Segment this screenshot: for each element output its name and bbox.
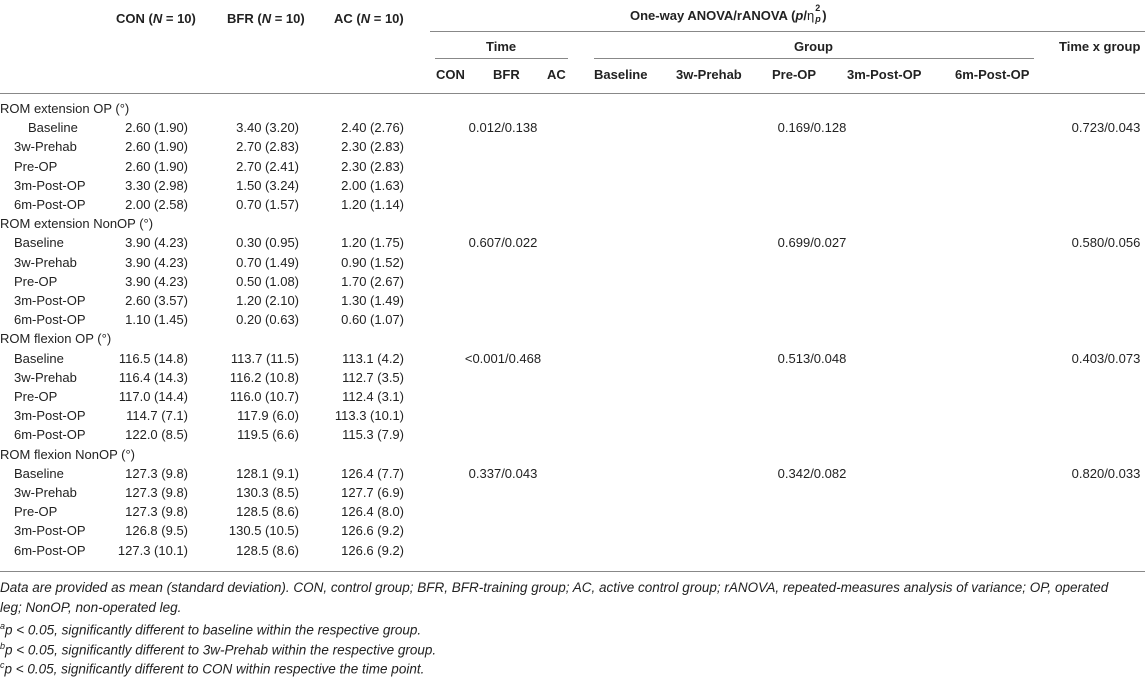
section-title: ROM flexion NonOP (°) xyxy=(0,446,135,462)
cell-ac: 2.30 (2.83) xyxy=(341,158,404,174)
header-con-label: CON xyxy=(116,11,145,26)
cell-bfr: 119.5 (6.6) xyxy=(237,427,299,443)
cell-bfr: 116.0 (10.7) xyxy=(229,389,299,404)
subheader-ac: AC xyxy=(547,67,566,82)
footnote-line-2: leg; NonOP, non-operated leg. xyxy=(0,600,182,615)
header-con-n: N xyxy=(152,11,163,26)
anova-p: p xyxy=(795,8,804,23)
row-label: Pre-OP xyxy=(14,504,58,520)
header-con xyxy=(116,11,196,26)
cell-bfr: 128.5 (8.6) xyxy=(236,542,299,558)
anova-eta-sub: p xyxy=(815,14,821,24)
footnote-c xyxy=(0,660,424,677)
cell-time-p: <0.001/0.468 xyxy=(464,350,542,366)
cell-con: 2.00 (2.58) xyxy=(125,197,188,212)
row-label: Baseline xyxy=(14,350,64,366)
cell-bfr: 0.70 (1.57) xyxy=(236,197,299,212)
cell-time-p: 0.607/0.022 xyxy=(468,235,538,251)
row-label: Baseline xyxy=(14,465,64,481)
cell-con: 3.90 (4.23) xyxy=(125,273,188,289)
header-ac-label: AC xyxy=(334,11,353,26)
row-label: Pre-OP xyxy=(14,389,58,404)
subheader-post6: 6m-Post-OP xyxy=(955,67,1030,82)
cell-con: 127.3 (10.1) xyxy=(117,542,188,558)
header-bfr-nvalue: = 10) xyxy=(271,11,305,26)
footnote-b xyxy=(0,641,436,658)
footnote-c-text: p < 0.05, significantly different to CON within respective the time point. xyxy=(4,661,425,677)
footnote-a xyxy=(0,621,421,638)
row-label: Baseline xyxy=(28,120,78,136)
row-label: Pre-OP xyxy=(14,273,58,289)
anova-sep: / xyxy=(803,8,807,23)
cell-ac: 127.7 (6.9) xyxy=(341,485,404,500)
cell-ac: 2.00 (1.63) xyxy=(341,177,404,193)
header-bfr-n: N xyxy=(261,11,272,26)
row-label: 3w-Prehab xyxy=(14,485,77,500)
footnote-c-sup: c xyxy=(0,660,5,670)
footnote-a-text: p < 0.05, significantly different to baseline within the respective group. xyxy=(5,622,422,638)
subheader-prehab: 3w-Prehab xyxy=(676,67,742,82)
subheader-preop: Pre-OP xyxy=(772,67,817,82)
row-label: Pre-OP xyxy=(14,158,58,174)
anova-eta-sup: 2 xyxy=(815,3,821,13)
header-con-nprefix: ( xyxy=(148,11,153,26)
cell-group-p: 0.342/0.082 xyxy=(777,465,847,481)
cell-bfr: 2.70 (2.83) xyxy=(236,139,299,155)
cell-time-p: 0.337/0.043 xyxy=(468,465,538,481)
header-time-x-group: Time x group xyxy=(1059,39,1141,54)
cell-ac: 1.30 (1.49) xyxy=(341,293,404,308)
cell-con: 127.3 (9.8) xyxy=(125,504,188,520)
header-bfr-label: BFR xyxy=(227,11,254,26)
cell-bfr: 0.30 (0.95) xyxy=(236,235,299,251)
group-rule xyxy=(594,58,1034,59)
cell-bfr: 130.5 (10.5) xyxy=(228,523,299,539)
cell-ac: 2.40 (2.76) xyxy=(341,120,404,136)
cell-con: 3.90 (4.23) xyxy=(125,235,188,251)
cell-con: 3.30 (2.98) xyxy=(125,177,188,193)
cell-con: 114.7 (7.1) xyxy=(126,408,188,424)
cell-con: 3.90 (4.23) xyxy=(125,254,188,270)
row-label: 3w-Prehab xyxy=(14,139,77,155)
row-label: 3m-Post-OP xyxy=(14,408,86,424)
cell-ac: 0.60 (1.07) xyxy=(341,312,404,328)
cell-ac: 126.4 (7.7) xyxy=(341,465,404,481)
cell-con: 116.4 (14.3) xyxy=(118,369,188,385)
cell-ac: 113.1 (4.2) xyxy=(342,350,404,366)
footnote-line-1: Data are provided as mean (standard deviation). CON, control group; BFR, BFR-training group; AC, active control group; rANOVA, repeated-measures analysis of variance; OP, operated xyxy=(0,580,1109,595)
row-label: 3m-Post-OP xyxy=(14,293,86,308)
subheader-post3: 3m-Post-OP xyxy=(847,67,922,82)
cell-con: 2.60 (1.90) xyxy=(125,158,188,174)
cell-bfr: 117.9 (6.0) xyxy=(237,408,299,424)
row-label: 6m-Post-OP xyxy=(14,542,86,558)
cell-con: 117.0 (14.4) xyxy=(118,389,188,404)
cell-bfr: 128.1 (9.1) xyxy=(236,465,299,481)
subheader-con: CON xyxy=(436,67,465,82)
cell-ac: 1.70 (2.67) xyxy=(341,273,404,289)
time-rule xyxy=(435,58,568,59)
cell-time-p: 0.012/0.138 xyxy=(468,120,538,136)
cell-bfr: 3.40 (3.20) xyxy=(236,120,299,136)
cell-time-x-group-p: 0.580/0.056 xyxy=(1071,235,1141,251)
cell-con: 2.60 (1.90) xyxy=(125,139,188,155)
cell-bfr: 116.2 (10.8) xyxy=(229,369,299,385)
cell-bfr: 128.5 (8.6) xyxy=(236,504,299,520)
cell-con: 116.5 (14.8) xyxy=(118,350,188,366)
table-bottom-rule xyxy=(0,571,1145,572)
header-bottom-rule xyxy=(0,93,1145,94)
cell-ac: 126.6 (9.2) xyxy=(341,523,404,539)
header-ac xyxy=(334,11,404,26)
header-time: Time xyxy=(486,39,517,54)
cell-time-x-group-p: 0.403/0.073 xyxy=(1071,350,1141,366)
cell-bfr: 113.7 (11.5) xyxy=(230,350,299,366)
row-label: 3w-Prehab xyxy=(14,369,77,385)
anova-rule xyxy=(430,31,1145,32)
cell-group-p: 0.169/0.128 xyxy=(777,120,847,136)
header-ac-n: N xyxy=(360,11,371,26)
footnote-b-sup: b xyxy=(0,641,6,651)
cell-time-x-group-p: 0.820/0.033 xyxy=(1071,465,1141,481)
anova-eta: η xyxy=(807,8,815,23)
cell-ac: 1.20 (1.75) xyxy=(341,235,404,251)
cell-con: 2.60 (1.90) xyxy=(125,120,188,136)
cell-group-p: 0.513/0.048 xyxy=(777,350,847,366)
row-label: 6m-Post-OP xyxy=(14,427,86,443)
cell-bfr: 130.3 (8.5) xyxy=(236,485,299,500)
row-label: 6m-Post-OP xyxy=(14,312,86,328)
cell-ac: 2.30 (2.83) xyxy=(341,139,404,155)
cell-ac: 1.20 (1.14) xyxy=(341,197,404,212)
anova-close: ) xyxy=(822,8,827,23)
header-ac-nprefix: ( xyxy=(356,11,361,26)
cell-ac: 112.7 (3.5) xyxy=(342,369,404,385)
cell-con: 2.60 (3.57) xyxy=(125,293,188,308)
row-label: 3w-Prehab xyxy=(14,254,77,270)
cell-ac: 115.3 (7.9) xyxy=(342,427,404,443)
section-title: ROM extension OP (°) xyxy=(0,101,130,116)
header-bfr xyxy=(227,11,305,26)
subheader-bfr: BFR xyxy=(493,67,520,82)
row-label: 6m-Post-OP xyxy=(14,197,86,212)
cell-con: 127.3 (9.8) xyxy=(125,485,188,500)
cell-con: 122.0 (8.5) xyxy=(125,427,188,443)
footnote-b-text: p < 0.05, significantly different to 3w-Prehab within the respective group. xyxy=(5,642,437,658)
cell-ac: 0.90 (1.52) xyxy=(341,254,404,270)
section-title: ROM flexion OP (°) xyxy=(0,331,112,347)
cell-bfr: 0.50 (1.08) xyxy=(236,273,299,289)
cell-ac: 126.4 (8.0) xyxy=(341,504,404,520)
footnote-a-sup: a xyxy=(0,621,6,631)
header-bfr-nprefix: ( xyxy=(257,11,262,26)
cell-time-x-group-p: 0.723/0.043 xyxy=(1071,120,1141,136)
cell-con: 126.8 (9.5) xyxy=(125,523,188,539)
cell-bfr: 0.20 (0.63) xyxy=(236,312,299,328)
cell-group-p: 0.699/0.027 xyxy=(777,235,847,251)
row-label: Baseline xyxy=(14,235,64,251)
cell-bfr: 0.70 (1.49) xyxy=(236,254,299,270)
anova-eta-scripts xyxy=(814,3,822,24)
row-label: 3m-Post-OP xyxy=(14,177,86,193)
section-title: ROM extension NonOP (°) xyxy=(0,216,154,232)
header-con-nvalue: = 10) xyxy=(162,11,196,26)
anova-title: One-way ANOVA/rANOVA ( xyxy=(630,8,796,23)
cell-bfr: 1.20 (2.10) xyxy=(236,293,299,308)
subheader-baseline: Baseline xyxy=(594,67,648,82)
row-label: 3m-Post-OP xyxy=(14,523,86,539)
cell-ac: 112.4 (3.1) xyxy=(342,389,404,404)
cell-ac: 113.3 (10.1) xyxy=(334,408,404,424)
cell-con: 127.3 (9.8) xyxy=(125,465,188,481)
cell-con: 1.10 (1.45) xyxy=(125,312,188,328)
header-anova xyxy=(630,3,827,24)
cell-ac: 126.6 (9.2) xyxy=(341,542,404,558)
cell-bfr: 2.70 (2.41) xyxy=(236,158,299,174)
header-group: Group xyxy=(794,39,833,54)
header-ac-nvalue: = 10) xyxy=(370,11,404,26)
cell-bfr: 1.50 (3.24) xyxy=(236,177,299,193)
